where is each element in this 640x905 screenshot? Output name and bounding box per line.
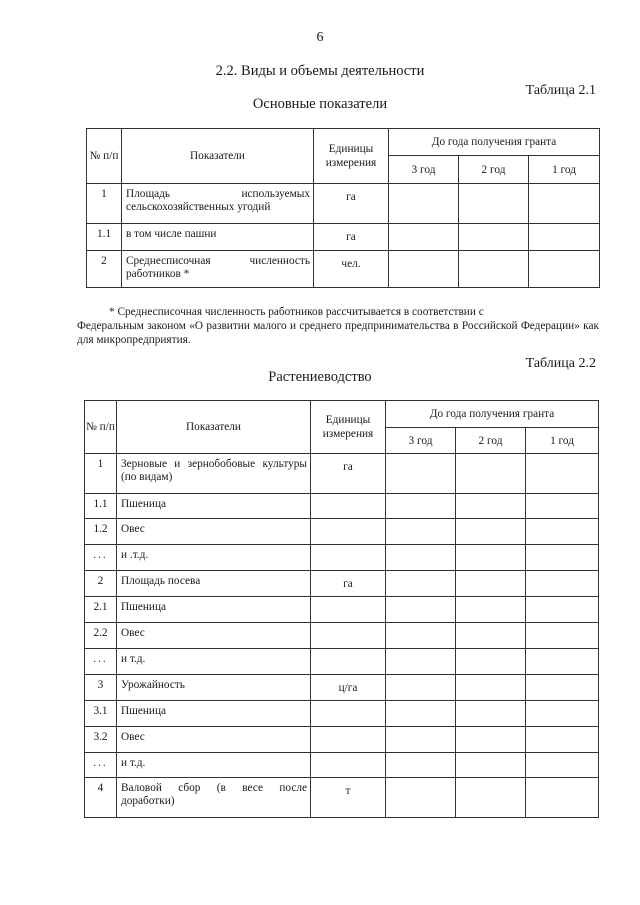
value-cell xyxy=(456,519,526,545)
value-cell xyxy=(386,597,456,623)
row-label: Овес xyxy=(117,519,311,545)
row-unit xyxy=(311,701,386,727)
value-cell xyxy=(456,701,526,727)
row-num: 2.1 xyxy=(85,597,117,623)
header-year-1: 1 год xyxy=(529,156,600,184)
row-unit: га xyxy=(314,184,389,224)
value-cell xyxy=(526,753,599,778)
row-label: Овес xyxy=(117,623,311,649)
table-row xyxy=(85,778,599,818)
value-cell xyxy=(389,184,459,224)
value-cell xyxy=(456,778,526,818)
row-num: 1.1 xyxy=(87,224,122,251)
value-cell xyxy=(529,224,600,251)
value-cell xyxy=(456,649,526,675)
row-unit xyxy=(311,545,386,571)
value-cell xyxy=(386,753,456,778)
value-cell xyxy=(386,675,456,701)
table-row xyxy=(85,649,599,675)
table-2-1 xyxy=(86,128,600,288)
row-label: Овес xyxy=(117,727,311,753)
row-num: 3.1 xyxy=(85,701,117,727)
value-cell xyxy=(526,649,599,675)
value-cell xyxy=(526,571,599,597)
table-2-2-label: Таблица 2.2 xyxy=(525,356,596,371)
row-unit xyxy=(311,519,386,545)
value-cell xyxy=(459,224,529,251)
row-label: Пшеница xyxy=(117,597,311,623)
row-label: Площадь используемых сельскохозяйственных угодий xyxy=(122,184,314,224)
header-year-3: 3 год xyxy=(386,428,456,454)
row-label: и т.д. xyxy=(117,649,311,675)
header-unit: Единицы измерения xyxy=(311,401,386,454)
table-row xyxy=(85,727,599,753)
row-label: Урожайность xyxy=(117,675,311,701)
value-cell xyxy=(529,251,600,288)
value-cell xyxy=(386,649,456,675)
row-unit: чел. xyxy=(314,251,389,288)
row-unit: т xyxy=(311,778,386,818)
row-num: ... xyxy=(85,545,117,571)
table-row xyxy=(87,224,600,251)
header-group: До года получения гранта xyxy=(386,401,599,428)
header-year-1: 1 год xyxy=(526,428,599,454)
page-number: 6 xyxy=(316,30,324,45)
value-cell xyxy=(386,778,456,818)
header-indicator: Показатели xyxy=(117,401,311,454)
row-unit xyxy=(311,623,386,649)
value-cell xyxy=(459,251,529,288)
row-label: и .т.д. xyxy=(117,545,311,571)
value-cell xyxy=(386,571,456,597)
header-indicator: Показатели xyxy=(122,129,314,184)
row-unit: га xyxy=(314,224,389,251)
header-year-2: 2 год xyxy=(456,428,526,454)
value-cell xyxy=(526,494,599,519)
value-cell xyxy=(526,597,599,623)
row-num: 3 xyxy=(85,675,117,701)
value-cell xyxy=(386,519,456,545)
row-label: Пшеница xyxy=(117,701,311,727)
row-unit: ц/га xyxy=(311,675,386,701)
value-cell xyxy=(526,519,599,545)
value-cell xyxy=(526,701,599,727)
row-unit: га xyxy=(311,571,386,597)
value-cell xyxy=(526,454,599,494)
table-2-1-caption: Основные показатели xyxy=(252,96,388,112)
header-num: № п/п xyxy=(87,129,122,184)
table-2-1-label: Таблица 2.1 xyxy=(525,83,596,98)
value-cell xyxy=(456,545,526,571)
value-cell xyxy=(386,454,456,494)
value-cell xyxy=(386,494,456,519)
value-cell xyxy=(456,753,526,778)
value-cell xyxy=(526,623,599,649)
value-cell xyxy=(389,224,459,251)
value-cell xyxy=(456,675,526,701)
row-unit xyxy=(311,753,386,778)
table-row xyxy=(85,494,599,519)
row-label: Площадь посева xyxy=(117,571,311,597)
footnote-rest: Федеральным законом «О развитии малого и среднего предпринимательства в Российской Федерации» как для микропредприятия. xyxy=(77,320,599,346)
value-cell xyxy=(456,454,526,494)
row-num: 1.1 xyxy=(85,494,117,519)
table-row xyxy=(85,571,599,597)
table-row xyxy=(85,545,599,571)
value-cell xyxy=(526,545,599,571)
table-row xyxy=(85,519,599,545)
value-cell xyxy=(389,251,459,288)
header-unit: Единицы измерения xyxy=(314,129,389,184)
row-num: ... xyxy=(85,649,117,675)
value-cell xyxy=(526,675,599,701)
value-cell xyxy=(526,778,599,818)
table-row xyxy=(85,675,599,701)
row-unit xyxy=(311,649,386,675)
value-cell xyxy=(529,184,600,224)
table-row xyxy=(87,251,600,288)
row-unit xyxy=(311,727,386,753)
row-unit: га xyxy=(311,454,386,494)
row-num: 2 xyxy=(87,251,122,288)
value-cell xyxy=(459,184,529,224)
table-row xyxy=(85,753,599,778)
row-label: Зерновые и зернобобовые культуры (по видам) xyxy=(117,454,311,494)
row-label: и т.д. xyxy=(117,753,311,778)
table-row xyxy=(85,701,599,727)
section-title: 2.2. Виды и объемы деятельности xyxy=(215,63,425,79)
row-label: Валовой сбор (в весе после доработки) xyxy=(117,778,311,818)
table-row xyxy=(85,454,599,494)
row-unit xyxy=(311,597,386,623)
row-num: 2 xyxy=(85,571,117,597)
header-year-3: 3 год xyxy=(389,156,459,184)
row-num: 2.2 xyxy=(85,623,117,649)
value-cell xyxy=(456,571,526,597)
row-num: 4 xyxy=(85,778,117,818)
table-row xyxy=(85,597,599,623)
value-cell xyxy=(456,494,526,519)
value-cell xyxy=(386,545,456,571)
row-unit xyxy=(311,494,386,519)
header-num: № п/п xyxy=(85,401,117,454)
value-cell xyxy=(386,623,456,649)
footnote-line1: * Среднесписочная численность работников рассчитывается в соответствии с xyxy=(109,306,484,318)
value-cell xyxy=(386,727,456,753)
row-num: 3.2 xyxy=(85,727,117,753)
row-num: 1.2 xyxy=(85,519,117,545)
row-num: 1 xyxy=(85,454,117,494)
row-num: ... xyxy=(85,753,117,778)
table-2-2-caption: Растениеводство xyxy=(268,369,372,385)
table-row xyxy=(87,184,600,224)
header-year-2: 2 год xyxy=(459,156,529,184)
row-num: 1 xyxy=(87,184,122,224)
table-2-2 xyxy=(84,400,599,818)
value-cell xyxy=(526,727,599,753)
table-row xyxy=(85,623,599,649)
row-label: Пшеница xyxy=(117,494,311,519)
row-label: Среднесписочная численность работников * xyxy=(122,251,314,288)
value-cell xyxy=(456,727,526,753)
value-cell xyxy=(456,623,526,649)
row-label: в том числе пашни xyxy=(122,224,314,251)
value-cell xyxy=(386,701,456,727)
value-cell xyxy=(456,597,526,623)
footnote xyxy=(77,305,599,347)
header-group: До года получения гранта xyxy=(389,129,600,156)
